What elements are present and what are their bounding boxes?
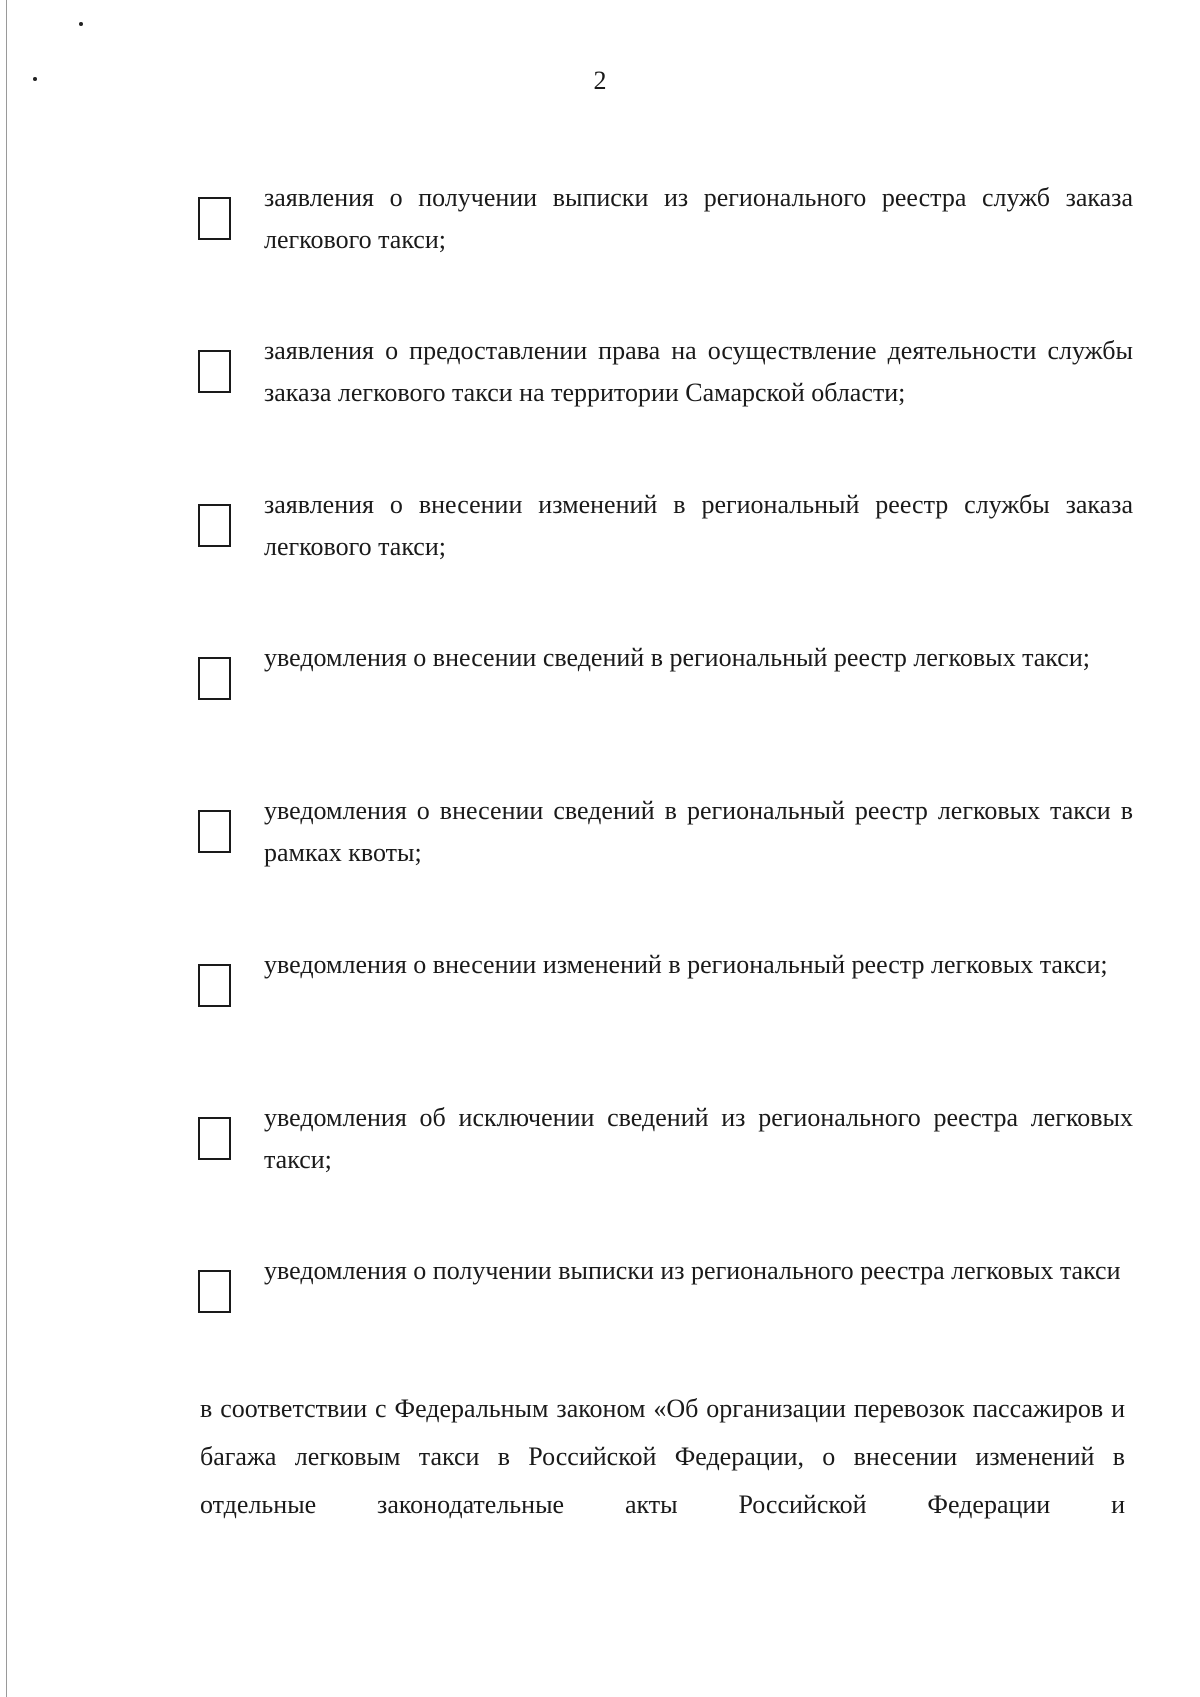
option-4 (198, 637, 1133, 717)
option-text: уведомления о внесении сведений в региональный реестр легковых такси; (264, 643, 1090, 672)
option-checkbox[interactable] (198, 657, 231, 700)
scan-speck (79, 22, 83, 26)
closing-paragraph: в соответствии с Федеральным законом «Об организации перевозок пассажиров и багажа легковым такси в Российской Федерации, о внесении изменений в отдельные законодательные акты Российской Федерации и (200, 1394, 1125, 1519)
option-checkbox[interactable] (198, 197, 231, 240)
option-3 (198, 484, 1133, 564)
option-checkbox[interactable] (198, 504, 231, 547)
option-checkbox[interactable] (198, 1270, 231, 1313)
option-text: уведомления о внесении изменений в региональный реестр легковых такси; (264, 950, 1108, 979)
option-checkbox[interactable] (198, 350, 231, 393)
option-1 (198, 177, 1133, 257)
option-text: уведомления о внесении сведений в региональный реестр легковых такси в рамках квоты; (264, 796, 1133, 867)
option-5 (198, 790, 1133, 870)
option-checkbox[interactable] (198, 810, 231, 853)
page-number: 2 (593, 66, 607, 95)
option-7 (198, 1097, 1133, 1177)
option-6 (198, 944, 1133, 1024)
option-8 (198, 1250, 1133, 1330)
option-text: заявления о получении выписки из регионального реестра служб заказа легкового такси; (264, 183, 1133, 254)
option-text: заявления о предоставлении права на осуществление деятельности службы заказа легкового такси на территории Самарской области; (264, 336, 1133, 407)
option-checkbox[interactable] (198, 1117, 231, 1160)
scan-edge-line (6, 0, 7, 1697)
option-checkbox[interactable] (198, 964, 231, 1007)
option-text: заявления о внесении изменений в региональный реестр службы заказа легкового такси; (264, 490, 1133, 561)
option-2 (198, 330, 1133, 410)
option-text: уведомления о получении выписки из регионального реестра легковых такси (264, 1256, 1121, 1285)
option-text: уведомления об исключении сведений из регионального реестра легковых такси; (264, 1103, 1133, 1174)
